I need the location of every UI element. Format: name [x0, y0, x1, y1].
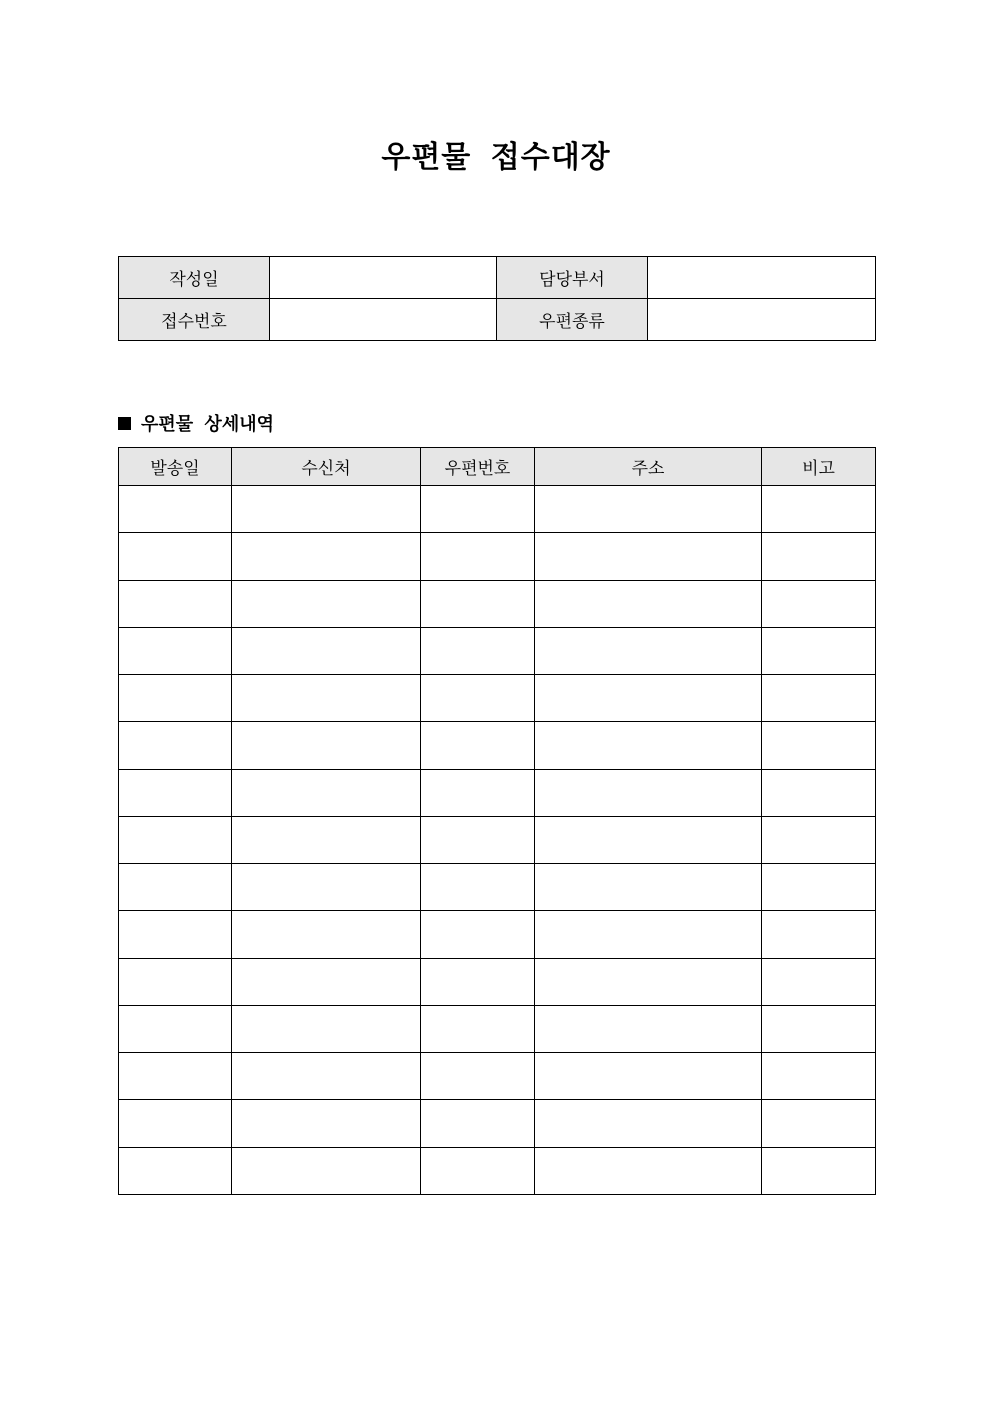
recipient-cell[interactable] [232, 1100, 421, 1147]
address-cell[interactable] [535, 769, 762, 816]
created-date-field[interactable] [270, 257, 497, 299]
remarks-cell[interactable] [762, 722, 876, 769]
postal-code-cell[interactable] [421, 1053, 535, 1100]
address-cell[interactable] [535, 958, 762, 1005]
send-date-cell[interactable] [119, 816, 232, 863]
remarks-cell[interactable] [762, 1005, 876, 1052]
recipient-cell[interactable] [232, 533, 421, 580]
send-date-cell[interactable] [119, 1100, 232, 1147]
table-row [119, 675, 876, 722]
postal-code-cell[interactable] [421, 675, 535, 722]
square-bullet-icon [118, 417, 131, 430]
detail-header-row [119, 448, 876, 486]
table-row [119, 911, 876, 958]
postal-code-cell[interactable] [421, 1005, 535, 1052]
remarks-cell[interactable] [762, 769, 876, 816]
remarks-cell[interactable] [762, 1147, 876, 1194]
section-heading [118, 410, 274, 436]
send-date-cell[interactable] [119, 958, 232, 1005]
column-header-address: 주소 [535, 448, 762, 486]
address-cell[interactable] [535, 911, 762, 958]
column-header-recipient: 수신처 [232, 448, 421, 486]
send-date-cell[interactable] [119, 911, 232, 958]
table-row [119, 533, 876, 580]
send-date-cell[interactable] [119, 864, 232, 911]
postal-code-cell[interactable] [421, 1147, 535, 1194]
remarks-cell[interactable] [762, 675, 876, 722]
address-cell[interactable] [535, 1053, 762, 1100]
recipient-cell[interactable] [232, 816, 421, 863]
address-cell[interactable] [535, 580, 762, 627]
postal-code-cell[interactable] [421, 1100, 535, 1147]
address-cell[interactable] [535, 816, 762, 863]
postal-code-cell[interactable] [421, 958, 535, 1005]
department-field[interactable] [648, 257, 876, 299]
send-date-cell[interactable] [119, 722, 232, 769]
recipient-cell[interactable] [232, 627, 421, 674]
table-row [119, 1005, 876, 1052]
remarks-cell[interactable] [762, 1053, 876, 1100]
remarks-cell[interactable] [762, 911, 876, 958]
postal-code-cell[interactable] [421, 864, 535, 911]
address-cell[interactable] [535, 1005, 762, 1052]
column-header-postal-code: 우편번호 [421, 448, 535, 486]
postal-code-cell[interactable] [421, 486, 535, 533]
remarks-cell[interactable] [762, 1100, 876, 1147]
remarks-cell[interactable] [762, 958, 876, 1005]
postal-code-cell[interactable] [421, 722, 535, 769]
info-row [119, 257, 876, 299]
page-title: 우편물 접수대장 [381, 140, 611, 175]
send-date-cell[interactable] [119, 580, 232, 627]
postal-code-cell[interactable] [421, 816, 535, 863]
postal-code-cell[interactable] [421, 533, 535, 580]
remarks-cell[interactable] [762, 627, 876, 674]
recipient-cell[interactable] [232, 1005, 421, 1052]
receipt-number-field[interactable] [270, 299, 497, 341]
recipient-cell[interactable] [232, 580, 421, 627]
column-header-send-date: 발송일 [119, 448, 232, 486]
detail-table-body [119, 486, 876, 1195]
table-row [119, 864, 876, 911]
department-label: 담당부서 [497, 257, 648, 299]
recipient-cell[interactable] [232, 1147, 421, 1194]
postal-code-cell[interactable] [421, 769, 535, 816]
info-table [118, 256, 876, 341]
recipient-cell[interactable] [232, 864, 421, 911]
table-row [119, 958, 876, 1005]
send-date-cell[interactable] [119, 533, 232, 580]
column-header-remarks: 비고 [762, 448, 876, 486]
info-row [119, 299, 876, 341]
table-row [119, 1147, 876, 1194]
recipient-cell[interactable] [232, 675, 421, 722]
postal-code-cell[interactable] [421, 911, 535, 958]
created-date-label: 작성일 [119, 257, 270, 299]
receipt-number-label: 접수번호 [119, 299, 270, 341]
postal-code-cell[interactable] [421, 580, 535, 627]
recipient-cell[interactable] [232, 958, 421, 1005]
address-cell[interactable] [535, 1147, 762, 1194]
section-heading-text: 우편물 상세내역 [141, 414, 274, 435]
recipient-cell[interactable] [232, 769, 421, 816]
recipient-cell[interactable] [232, 486, 421, 533]
detail-table [118, 447, 876, 1195]
send-date-cell[interactable] [119, 486, 232, 533]
table-row [119, 580, 876, 627]
remarks-cell[interactable] [762, 580, 876, 627]
remarks-cell[interactable] [762, 816, 876, 863]
send-date-cell[interactable] [119, 675, 232, 722]
address-cell[interactable] [535, 1100, 762, 1147]
remarks-cell[interactable] [762, 864, 876, 911]
address-cell[interactable] [535, 864, 762, 911]
send-date-cell[interactable] [119, 1053, 232, 1100]
send-date-cell[interactable] [119, 627, 232, 674]
address-cell[interactable] [535, 675, 762, 722]
address-cell[interactable] [535, 533, 762, 580]
table-row [119, 722, 876, 769]
table-row [119, 486, 876, 533]
recipient-cell[interactable] [232, 911, 421, 958]
table-row [119, 1100, 876, 1147]
send-date-cell[interactable] [119, 1005, 232, 1052]
send-date-cell[interactable] [119, 769, 232, 816]
remarks-cell[interactable] [762, 486, 876, 533]
table-row [119, 769, 876, 816]
mail-type-label: 우편종류 [497, 299, 648, 341]
table-row [119, 1053, 876, 1100]
postal-code-cell[interactable] [421, 627, 535, 674]
table-row [119, 627, 876, 674]
address-cell[interactable] [535, 722, 762, 769]
recipient-cell[interactable] [232, 1053, 421, 1100]
send-date-cell[interactable] [119, 1147, 232, 1194]
table-row [119, 816, 876, 863]
recipient-cell[interactable] [232, 722, 421, 769]
remarks-cell[interactable] [762, 533, 876, 580]
address-cell[interactable] [535, 486, 762, 533]
address-cell[interactable] [535, 627, 762, 674]
mail-type-field[interactable] [648, 299, 876, 341]
